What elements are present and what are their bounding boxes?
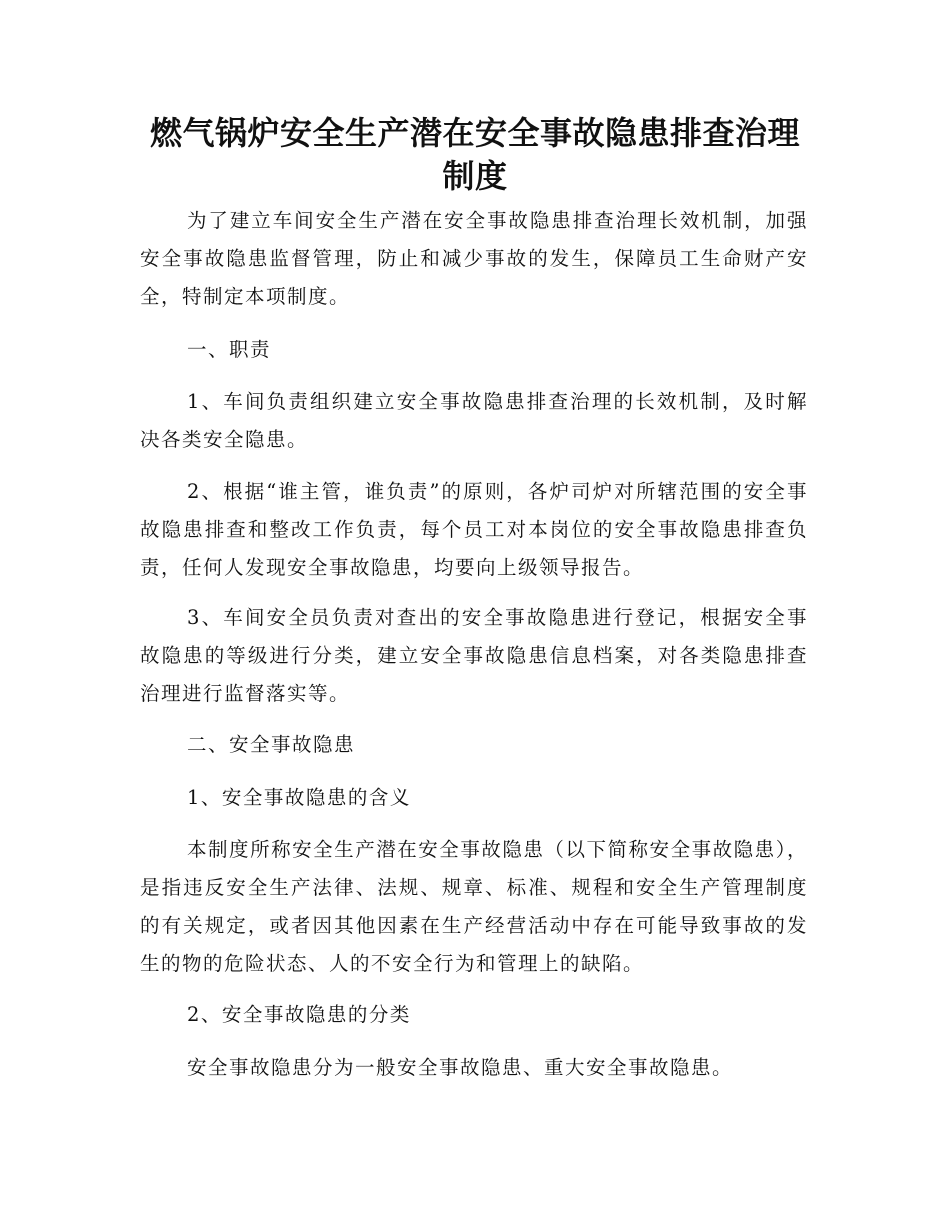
subheading-hazard-classification: 2、安全事故隐患的分类	[187, 1003, 411, 1026]
responsibility-item-3: 3、车间安全员负责对查出的安全事故隐患进行登记，根据安全事故隐患的等级进行分类，建立安全事故隐患信息档案，对各类隐患排查治理进行监督落实等。	[140, 606, 808, 705]
section-heading-hazards: 二、安全事故隐患	[187, 733, 356, 756]
subheading-hazard-definition: 1、安全事故隐患的含义	[187, 786, 411, 809]
hazard-definition-paragraph: 本制度所称安全生产潜在安全事故隐患（以下简称安全事故隐患），是指违反安全生产法律、法规、规章、标准、规程和安全生产管理制度的有关规定，或者因其他因素在生产经营活动中存在可能导致事故的发生的物的危险状态、人的不安全行为和管理上的缺陷。	[140, 838, 808, 975]
hazard-classification-paragraph: 安全事故隐患分为一般安全事故隐患、重大安全事故隐患。	[187, 1056, 734, 1079]
document-title: 燃气锅炉安全生产潜在安全事故隐患排查治理制度	[149, 114, 800, 195]
section-heading-responsibilities: 一、职责	[187, 338, 272, 361]
responsibility-item-2: 2、根据“谁主管，谁负责”的原则，各炉司炉对所辖范围的安全事故隐患排查和整改工作负责，每个员工对本岗位的安全事故隐患排查负责，任何人发现安全事故隐患，均要向上级领导报告。	[140, 480, 808, 579]
responsibility-item-1: 1、车间负责组织建立安全事故隐患排查治理的长效机制，及时解决各类安全隐患。	[140, 390, 808, 451]
intro-paragraph: 为了建立车间安全生产潜在安全事故隐患排查治理长效机制，加强安全事故隐患监督管理，防止和减少事故的发生，保障员工生命财产安全，特制定本项制度。	[140, 209, 808, 308]
